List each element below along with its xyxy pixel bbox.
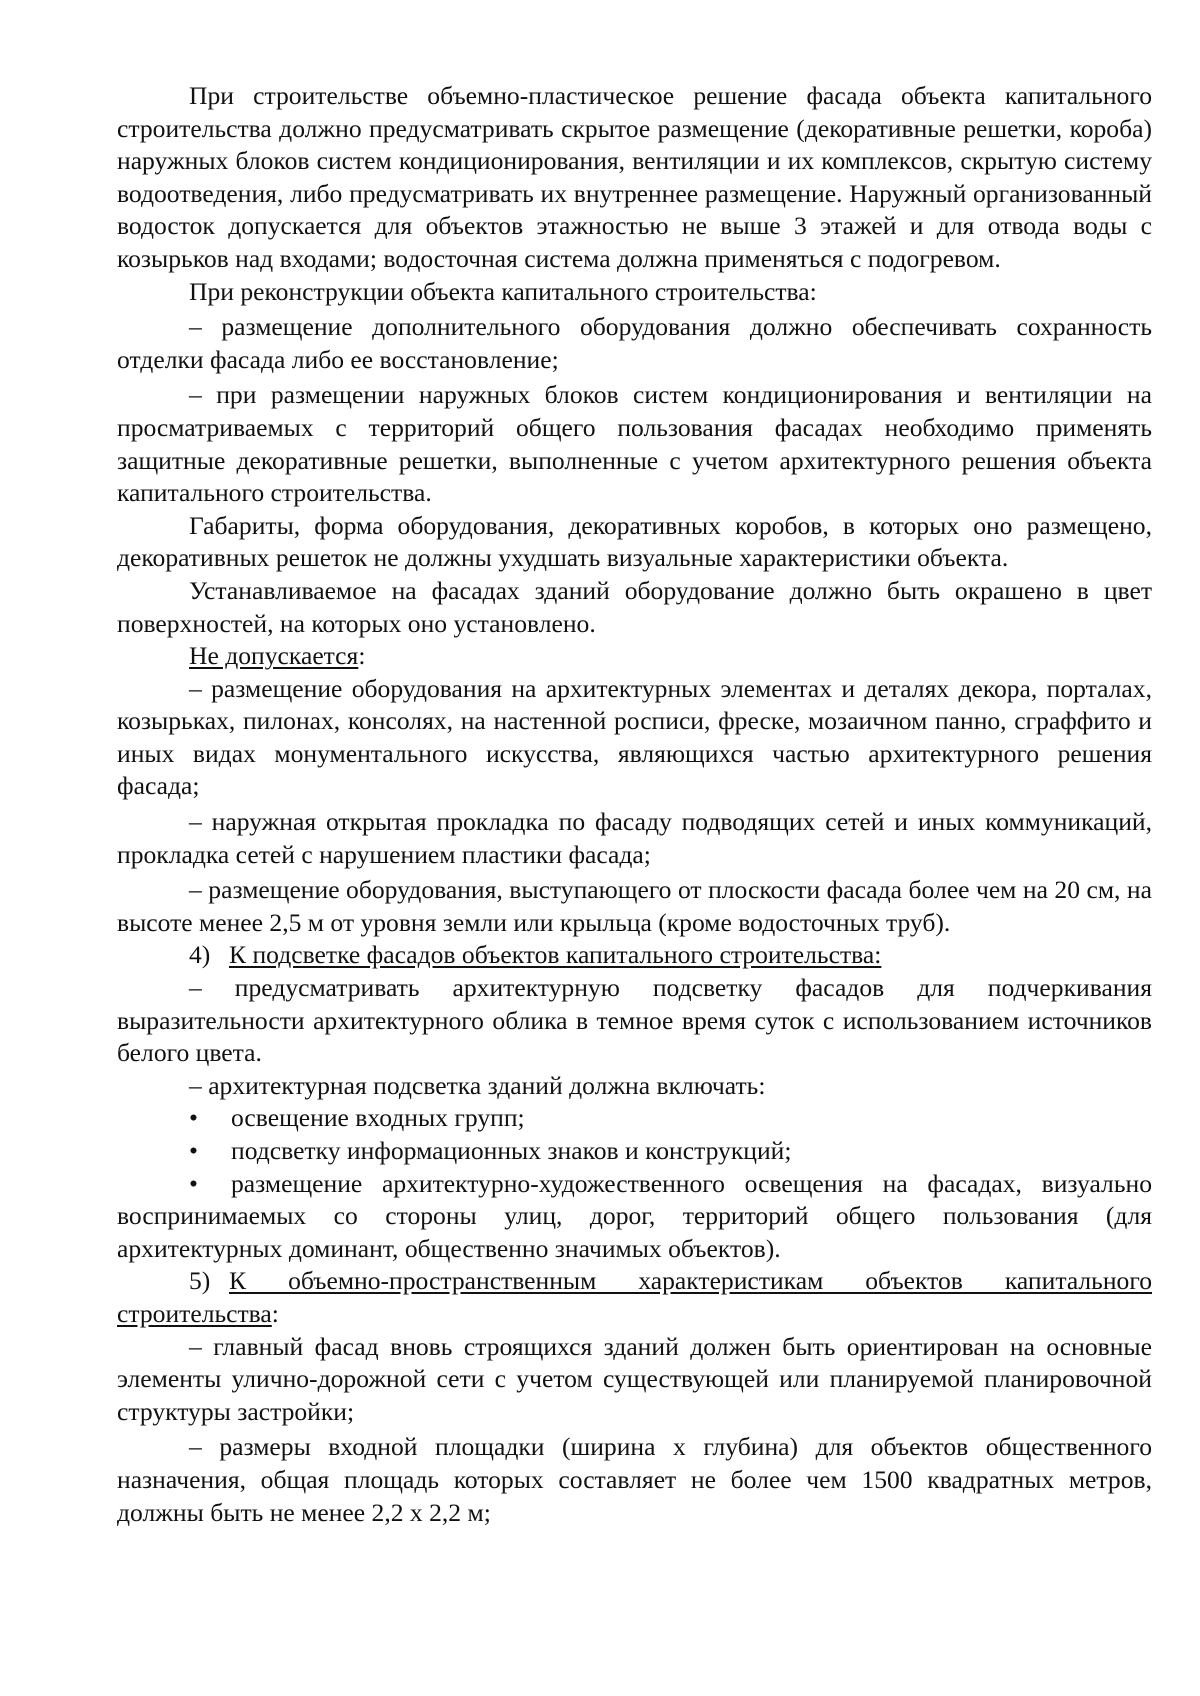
bullet-icon: • <box>189 1168 198 1198</box>
paragraph-decor-placement: – размещение оборудования на архитектурных элементах и деталях декора, порталах, козырьках, пилонах, консолях, на настенной росписи, фреске, мозаичном панно, сграффито и иных видах монументального искусства, являющихся частью архитектурного решения фасада; <box>117 673 1152 801</box>
paragraph-architectural-lighting: – предусматривать архитектурную подсветку фасадов для подчеркивания выразительности архитектурного облика в темное время суток с использованием источников белого цвета. <box>117 973 1152 1068</box>
paragraph-dimensions: Габариты, форма оборудования, декоративных коробов, в которых оно размещено, декоративных решеток не должны ухудшать визуальные характеристики объекта. <box>117 510 1152 573</box>
section-5-number: 5) <box>189 1266 211 1296</box>
bullet-item-signs-lighting <box>117 1135 1152 1168</box>
section-4-number: 4) <box>189 940 211 970</box>
bullet-text: подсветку информационных знаков и конструкций; <box>231 1136 792 1165</box>
paragraph-additional-equipment: – размещение дополнительного оборудования должно обеспечивать сохранность отделки фасада либо ее восстановление; <box>117 312 1152 374</box>
paragraph-open-wiring: – наружная открытая прокладка по фасаду подводящих сетей и иных коммуникаций, прокладка сетей с нарушением пластики фасада; <box>117 807 1152 869</box>
not-allowed-heading: Не допускается <box>189 641 359 671</box>
bullet-text: размещение архитектурно-художественного освещения на фасадах, визуально воспринимаемых со стороны улиц, дорог, территорий общего пользования (для архитектурных доминант, общественно значимых объектов). <box>117 1168 1152 1263</box>
bullet-text: освещение входных групп; <box>231 1103 525 1133</box>
paragraph-equipment-color: Устанавливаемое на фасадах зданий оборудование должно быть окрашено в цвет поверхностей, на которых оно установлено. <box>117 575 1152 638</box>
bullet-icon: • <box>189 1136 198 1165</box>
paragraph-protruding-equipment: – размещение оборудования, выступающего от плоскости фасада более чем на 20 см, на высоте менее 2,5 м от уровня земли или крыльца (кроме водосточных труб). <box>117 875 1152 937</box>
paragraph-main-facade: – главный фасад вновь строящихся зданий должен быть ориентирован на основные элементы улично-дорожной сети с учетом существующей или планируемой планировочной структуры застройки; <box>117 1331 1152 1426</box>
bullet-icon: • <box>189 1103 198 1133</box>
section-4-title: К подсветке фасадов объектов капитального строительства: <box>229 940 882 970</box>
paragraph-entrance-platform: – размеры входной площадки (ширина х глубина) для объектов общественного назначения, общая площадь которых составляет не более чем 1500 квадратных метров, должны быть не менее 2,2 х 2,2 м; <box>117 1432 1152 1527</box>
section-5-title: К объемно-пространственным характеристикам объектов капитального строительства <box>117 1266 1152 1328</box>
paragraph-lighting-includes: – архитектурная подсветка зданий должна включать: <box>189 1070 766 1100</box>
section-5-colon: : <box>271 1298 279 1328</box>
not-allowed-colon: : <box>358 641 366 671</box>
paragraph-reconstruction-intro: При реконструкции объекта капитального строительства: <box>189 276 817 306</box>
paragraph-not-allowed <box>117 640 1152 673</box>
paragraph-outdoor-units: – при размещении наружных блоков систем кондиционирования и вентиляции на просматриваемых с территорий общего пользования фасадах необходимо применять защитные декоративные решетки, выполненные с учетом архитектурного решения объекта капитального строительства. <box>117 380 1152 508</box>
document-page <box>117 80 1152 1529</box>
paragraph-facade-construction: При строительстве объемно-пластическое решение фасада объекта капитального строительства должно предусматривать скрытое размещение (декоративные решетки, короба) наружных блоков систем кондиционирования, вентиляции и их комплексов, скрытую систему водоотведения, либо предусматривать их внутреннее размещение. Наружный организованный водосток допускается для объектов этажностью не выше 3 этажей и для отвода воды с козырьков над входами; водосточная система должна применяться с подогревом. <box>117 81 1152 273</box>
section-5-heading <box>117 1265 1152 1330</box>
bullet-item-entrance-lighting <box>117 1102 1152 1135</box>
bullet-item-art-lighting <box>117 1168 1152 1266</box>
section-4-heading <box>117 939 1152 972</box>
